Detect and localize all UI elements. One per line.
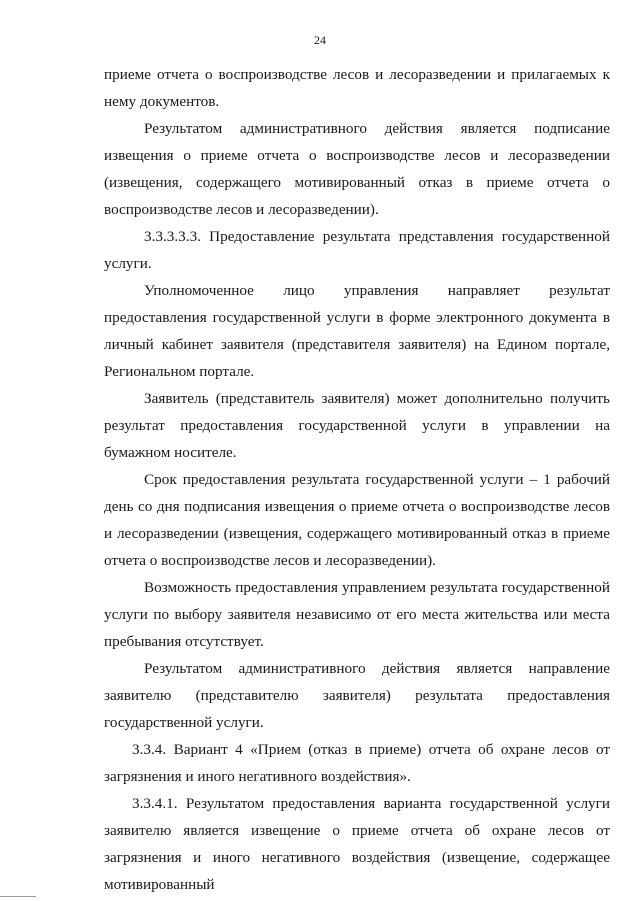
section-heading-3-3-4-1: 3.3.4.1. Результатом предоставления варианта государственной услуги заявителю является извещение о приеме отчета об охране лесов от загрязнения и иного негативного воздействия (извещение, содержащее мотивированный <box>104 795 610 893</box>
paragraph-authorized-person: Уполномоченное лицо управления направляет результат предоставления государственной услуги в форме электронного документа в личный кабинет заявителя (представителя заявителя) на Едином портале, Региональном портале. <box>104 282 610 380</box>
paragraph-action-result-2: Результатом административного действия является направление заявителю (представителю заявителя) результата предоставления государственной услуги. <box>104 660 610 731</box>
page-number: 24 <box>314 33 326 47</box>
document-body <box>104 61 610 898</box>
paragraph-continuation: приеме отчета о воспроизводстве лесов и лесоразведении и прилагаемых к нему документов. <box>104 66 610 110</box>
section-heading-3-3-3-3-3: 3.3.3.3.3. Предоставление результата представления государственной услуги. <box>104 228 610 272</box>
section-heading-3-3-4: 3.3.4. Вариант 4 «Прием (отказ в приеме) отчета об охране лесов от загрязнения и иного негативного воздействия». <box>104 741 610 785</box>
paragraph-action-result: Результатом административного действия является подписание извещения о приеме отчета о воспроизводстве лесов и лесоразведении (извещения, содержащего мотивированный отказ в приеме отчета о воспроизводстве лесов и лесоразведении). <box>104 120 610 218</box>
paragraph-deadline: Срок предоставления результата государственной услуги – 1 рабочий день со дня подписания извещения о приеме отчета о воспроизводстве лесов и лесоразведении (извещения, содержащего мотивированный отказ в приеме отчета о воспроизводстве лесов и лесоразведении). <box>104 471 610 569</box>
scan-edge-mark <box>0 896 36 897</box>
paragraph-applicant-paper: Заявитель (представитель заявителя) может дополнительно получить результат предоставления государственной услуги в управлении на бумажном носителе. <box>104 390 610 461</box>
paragraph-extraterritorial: Возможность предоставления управлением результата государственной услуги по выбору заявителя независимо от его места жительства или места пребывания отсутствует. <box>104 579 610 650</box>
